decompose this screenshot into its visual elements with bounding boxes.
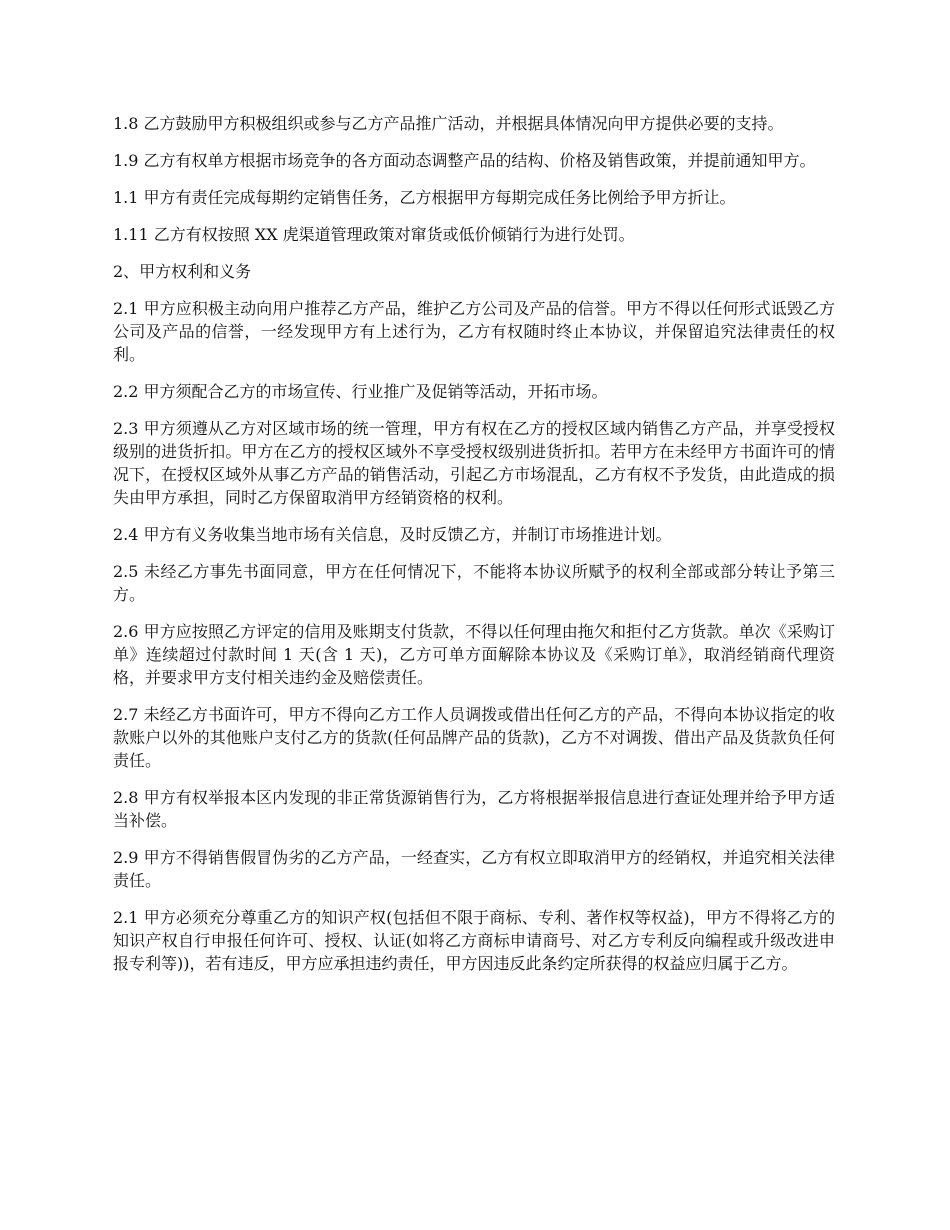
clause-2-5: 2.5 未经乙方事先书面同意，甲方在任何情况下，不能将本协议所赋予的权利全部或部分转让予第三方。 [113,562,835,604]
clause-2-4: 2.4 甲方有义务收集当地市场有关信息，及时反馈乙方，并制订市场推进计划。 [113,525,672,544]
section-heading-2: 2、甲方权利和义务 [113,262,252,281]
clause-2-1: 2.1 甲方应积极主动向用户推荐乙方产品，维护乙方公司及产品的信誉。甲方不得以任何形式诋毁乙方公司及产品的信誉，一经发现甲方有上述行为，乙方有权随时终止本协议，并保留追究法律责任的权利。 [113,299,835,364]
clause-1-8: 1.8 乙方鼓励甲方积极组织或参与乙方产品推广活动，并根据具体情况向甲方提供必要的支持。 [113,114,784,133]
clause-2-7: 2.7 未经乙方书面许可，甲方不得向乙方工作人员调拨或借出任何乙方的产品，不得向本协议指定的收款账户以外的其他账户支付乙方的货款(任何品牌产品的货款)，乙方不对调拨、借出产品及货款负任何责任。 [113,705,835,770]
document-body [113,112,835,989]
clause-2-3: 2.3 甲方须遵从乙方对区域市场的统一管理，甲方有权在乙方的授权区域内销售乙方产品，并享受授权级别的进货折扣。甲方在乙方的授权区域外不享受授权级别进货折扣。若甲方在未经甲方书面许可的情况下，在授权区域外从事乙方产品的销售活动，引起乙方市场混乱，乙方有权不予发货，由此造成的损失由甲方承担，同时乙方保留取消甲方经销资格的权利。 [113,419,835,507]
clause-2-9: 2.9 甲方不得销售假冒伪劣的乙方产品，一经查实，乙方有权立即取消甲方的经销权，并追究相关法律责任。 [113,848,835,890]
clause-2-10: 2.1 甲方必须充分尊重乙方的知识产权(包括但不限于商标、专利、著作权等权益)，甲方不得将乙方的知识产权自行申报任何许可、授权、认证(如将乙方商标申请商号、对乙方专利反向编程或升级改进申报专利等))，若有违反，甲方应承担违约责任，甲方因违反此条约定所获得的权益应归属于乙方。 [113,908,835,973]
clause-1-10: 1.1 甲方有责任完成每期约定销售任务，乙方根据甲方每期完成任务比例给予甲方折让。 [113,188,736,207]
clause-1-9: 1.9 乙方有权单方根据市场竞争的各方面动态调整产品的结构、价格及销售政策，并提前通知甲方。 [113,151,816,170]
clause-2-2: 2.2 甲方须配合乙方的市场宣传、行业推广及促销等活动，开拓市场。 [113,382,608,401]
clause-2-6: 2.6 甲方应按照乙方评定的信用及账期支付货款，不得以任何理由拖欠和拒付乙方货款。单次《采购订单》连续超过付款时间 1 天(含 1 天)，乙方可单方面解除本协议及《采购订单》，取消经销商代理资格，并要求甲方支付相关违约金及赔偿责任。 [113,622,835,687]
clause-1-11: 1.11 乙方有权按照 XX 虎渠道管理政策对窜货或低价倾销行为进行处罚。 [113,225,635,244]
clause-2-8: 2.8 甲方有权举报本区内发现的非正常货源销售行为，乙方将根据举报信息进行查证处理并给予甲方适当补偿。 [113,788,835,830]
